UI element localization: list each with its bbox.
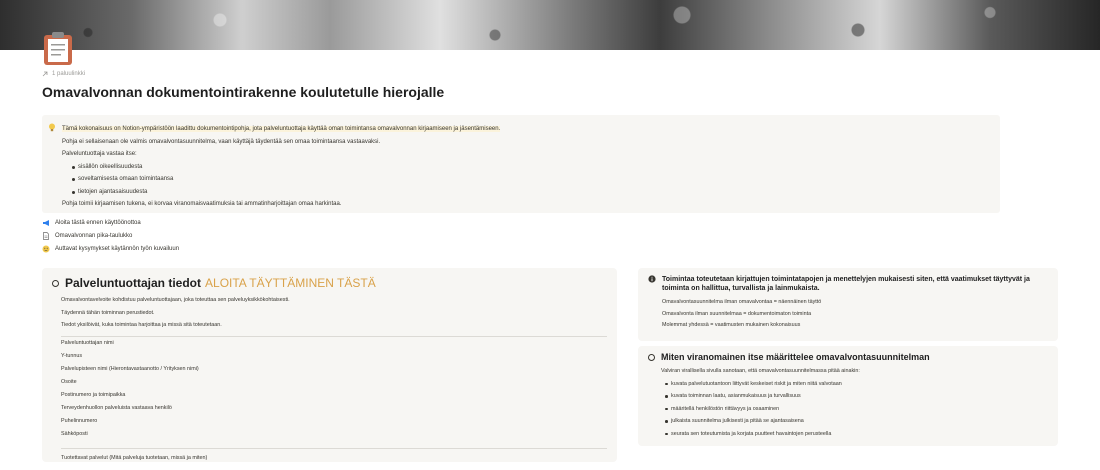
principle-title: Toimintaa toteutetaan kirjattujen toimintatapojen ja menettelyjen mukaisesti siten, että vaatimukset täyttyvät ja toiminta on hallittua, turvallista ja lainmukaista. [662,276,1030,292]
page-link-label: Aloita tästä ennen käyttöönottoa [55,219,141,226]
card-text: Tiedot yksilöivät, kuka toimintaa harjoittaa ja missä sitä toteutetaan. [61,322,222,328]
page-links [42,216,179,255]
field-postal-code[interactable]: Postinumero ja toimipaikka [61,391,126,398]
responsibility-list [62,161,990,199]
clipboard-icon[interactable] [42,30,74,66]
toggle-bullet-icon[interactable] [648,354,655,361]
document-icon [42,232,50,240]
callout-text: Tämä kokonaisuus on Notion-ympäristöön laadittu dokumentointipohja, jota palveluntuottaja käyttää oman toimintansa omavalvonnan kirjaamiseen ja jäsentämiseen. [62,126,501,132]
card-text: Täydennä tähän toiminnan perustiedot. [61,309,155,316]
info-icon [648,275,656,283]
list-item: sisällön oikeellisuudesta [72,161,990,174]
field-responsible-person[interactable]: Terveydenhuollon palveluista vastaava henkilö [61,404,172,411]
field-business-id[interactable]: Y-tunnus [61,352,83,359]
authority-requirement-list [661,378,1048,441]
backlink-arrow-icon [42,71,48,77]
callout-text: Pohja toimii kirjaamisen tukena, ei korvaa viranomaisvaatimuksia tai ammatinharjoittajan omaa harkintaa. [62,201,342,207]
callout-text: Pohja ei sellaisenaan ole valmis omavalvontasuunnitelma, vaan käyttäjä täydentää sen omaa toimintaansa vastaavaksi. [62,138,381,145]
principle-card [638,268,1058,341]
principle-line: Omavalvontasuunnitelma ilman omavalvontaa = näennäinen täyttö [662,299,822,305]
backlinks-label: 1 paluulinkki [52,71,86,77]
field-email[interactable]: Sähköposti [61,430,88,437]
provider-info-title: Palveluntuottajan tiedot ALOITA TÄYTTÄMINEN TÄSTÄ [65,276,376,290]
intro-callout [42,115,1000,213]
list-item: määritellä henkilöstön riittävyys ja osaaminen [665,403,1048,416]
provider-field-list [61,336,607,461]
list-item: seurata sen toteutumista ja korjata puutteet havaintojen perusteella [665,428,1048,441]
page-link-questions[interactable] [42,242,179,255]
toggle-bullet-icon[interactable] [52,280,59,287]
lightbulb-icon [48,123,56,132]
list-item: kuvata palvelutuotantoon liittyvät keskeiset riskit ja miten niitä valvotaan [665,378,1048,391]
field-services[interactable]: Tuotettavat palvelut (Mitä palveluja tuotetaan, missä ja miten) [61,448,607,461]
page-link-start[interactable] [42,216,179,229]
authority-definition-title: Miten viranomainen itse määrittelee omavalvontasuunnitelman [661,352,930,362]
list-item: tietojen ajantasaisuudesta [72,186,990,199]
cover-image[interactable] [0,0,1100,50]
callout-text: Palveluntuottaja vastaa itse: [62,151,137,157]
authority-definition-card [638,346,1058,446]
list-item: julkaista suunnitelma julkisesti ja pitää se ajantasaisena [665,415,1048,428]
authority-intro: Valviran virallisella sivulla sanotaan, että omavalvontasuunnitelmassa pitää ainakin: [661,368,860,374]
field-phone[interactable]: Puhelinnumero [61,417,98,424]
emoji-icon [42,245,50,253]
megaphone-icon [42,219,50,227]
field-provider-name[interactable]: Palveluntuottajan nimi [61,339,114,346]
provider-info-card [42,268,617,462]
page-title: Omavalvonnan dokumentointirakenne koulutetulle hierojalle [42,84,445,100]
list-item: soveltamisesta omaan toimintaansa [72,173,990,186]
field-address[interactable]: Osoite [61,378,77,385]
card-text: Omavalvontavelvoite kohdistuu palveluntuottajaan, joka toteuttaa sen palveluyksikkökohtaisesti. [61,297,290,303]
principle-line: Molemmat yhdessä = vaatimusten mukainen kokonaisuus [662,322,801,328]
page-link-label: Auttavat kysymykset käytännön työn kuvailuun [55,245,180,252]
page-link-quick-table[interactable] [42,229,179,242]
list-item: kuvata toiminnan laatu, asianmukaisuus ja turvallisuus [665,390,1048,403]
page-link-label: Omavalvonnan pika-taulukko [55,232,133,239]
start-filling-label: ALOITA TÄYTTÄMINEN TÄSTÄ [205,276,376,290]
backlinks[interactable] [42,71,85,77]
principle-line: Omavalvonta ilman suunnitelmaa = dokumentoimaton toiminta [662,310,812,317]
field-service-point[interactable]: Palvelupisteen nimi (Hierontavastaanotto / Yrityksen nimi) [61,365,199,372]
